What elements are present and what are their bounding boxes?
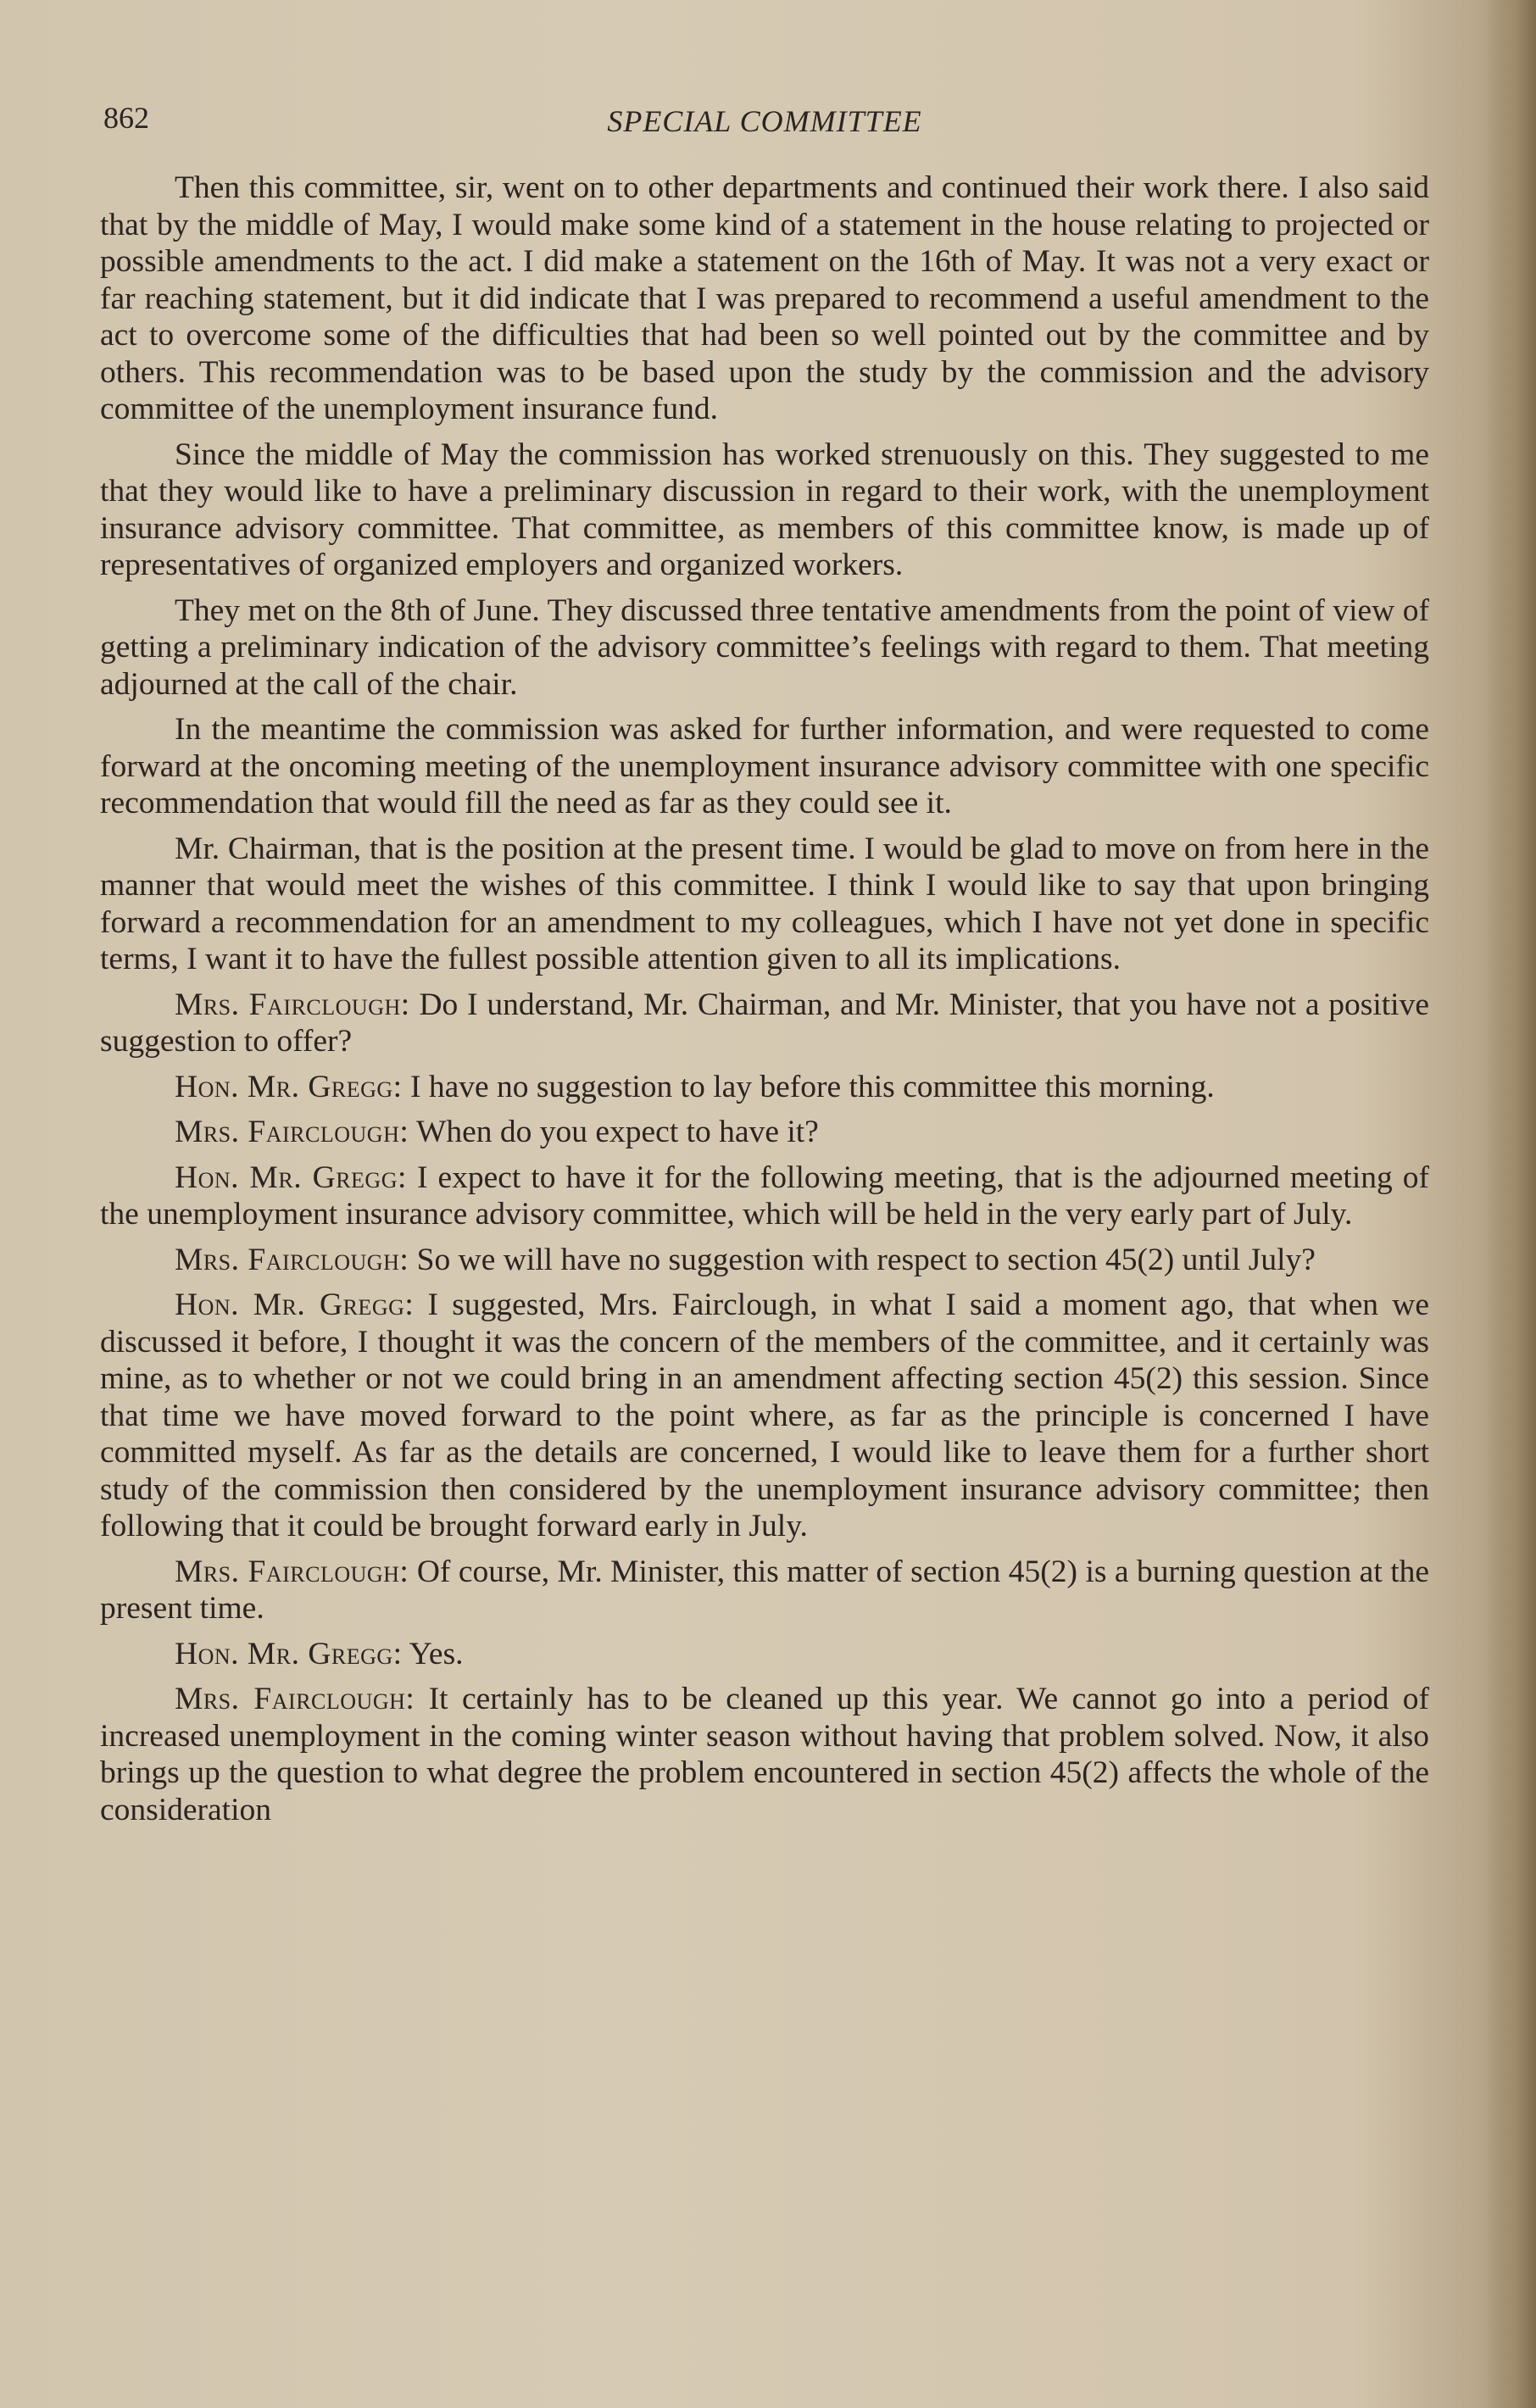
dialogue-paragraph — [100, 1242, 1429, 1279]
dialogue-paragraph — [100, 1114, 1429, 1151]
paragraph-text: I have no suggestion to lay before this committee this morning. — [409, 1069, 1215, 1104]
speaker-name: Mrs. Fairclough: — [175, 1554, 409, 1589]
paragraph-text: Mr. Chairman, that is the position at the present time. I would be glad to move on from here in the manner that would meet the wishes of this committee. I think I would like to say that upon bringing forward a recommendation for an amendment to my colleagues, which I have not yet done in specific terms, I want it to have the fullest possible attention given to all its implications. — [100, 831, 1429, 976]
paragraph-text: So we will have no suggestion with respect to section 45(2) until July? — [416, 1242, 1316, 1277]
dialogue-paragraph — [100, 987, 1429, 1060]
dialogue-paragraph — [100, 1069, 1429, 1106]
running-head: SPECIAL COMMITTEE — [607, 104, 922, 138]
paragraph-text: It certainly has to be cleaned up this year. We cannot go into a period of increased unemployment in the coming winter season without having that problem solved. Now, it also brings up the question to what degree the problem encountered in section 45(2) affects the whole of the consideration — [100, 1682, 1429, 1827]
speaker-name: Mrs. Fairclough: — [175, 987, 410, 1022]
page-edge-shadow — [1485, 0, 1536, 2408]
paragraph-text: When do you expect to have it? — [415, 1115, 819, 1149]
paragraph-text: Then this committee, sir, went on to other departments and continued their work there. I also said that by the middle of May, I would make some kind of a statement in the house relating to projected or possible amendments to the act. I did make a statement on the 16th of May. It was not a very exact or far reaching statement, but it did indicate that I was prepared to recommend a useful amendment to the act to overcome some of the difficulties that had been so well pointed out by the committee and by others. This recommendation was to be based upon the study by the commission and the advisory committee of the unemployment insurance fund. — [100, 170, 1429, 426]
speaker-name: Mrs. Fairclough: — [175, 1115, 409, 1149]
dialogue-paragraph — [100, 1554, 1429, 1627]
speaker-name: Mrs. Fairclough: — [175, 1242, 409, 1277]
paragraph-text: Do I understand, Mr. Chairman, and Mr. Minister, that you have not a positive suggestion to offer? — [100, 987, 1429, 1059]
paragraph-text: They met on the 8th of June. They discussed three tentative amendments from the point of view of getting a preliminary indication of the advisory committee’s feelings with regard to them. That meeting adjourned at the call of the chair. — [100, 592, 1429, 702]
dialogue-paragraph — [100, 1681, 1429, 1828]
paragraph — [100, 170, 1429, 428]
body-text — [100, 170, 1429, 1837]
speaker-name: Hon. Mr. Gregg: — [175, 1636, 403, 1671]
paragraph-text: Since the middle of May the commission has worked strenuously on this. They suggested to me that they would like to have a preliminary discussion in regard to their work, with the unemployment insurance advisory committee. That committee, as members of this committee know, is made up of representatives of organized employers and organized workers. — [100, 437, 1429, 582]
paragraph-text: I suggested, Mrs. Fairclough, in what I said a moment ago, that when we discussed it before, I thought it was the concern of the members of the committee, and it certainly was mine, as to whether or not we could bring in an amendment affecting section 45(2) this session. Since that time we have moved forward to the point where, as far as the principle is concerned I have committed myself. As far as the details are concerned, I would like to leave them for a further short study of the commission then considered by the unemployment insurance advisory committee; then following that it could be brought forward early in July. — [100, 1287, 1430, 1543]
speaker-name: Hon. Mr. Gregg: — [175, 1069, 403, 1104]
paragraph — [100, 437, 1429, 584]
paragraph-text: Yes. — [409, 1636, 464, 1671]
paragraph — [100, 711, 1429, 822]
dialogue-paragraph — [100, 1160, 1429, 1233]
speaker-name: Hon. Mr. Gregg: — [175, 1287, 415, 1322]
paragraph — [100, 592, 1429, 703]
dialogue-paragraph — [100, 1287, 1429, 1545]
page-header — [103, 100, 1426, 151]
speaker-name: Hon. Mr. Gregg: — [175, 1160, 407, 1195]
paragraph — [100, 831, 1429, 978]
page-number: 862 — [103, 101, 149, 135]
paragraph-text: In the meantime the commission was asked for further information, and were requested to come forward at the oncoming meeting of the unemployment insurance advisory committee with one specific recommendation that would fill the need as far as they could see it. — [100, 712, 1429, 820]
paragraph-text: I expect to have it for the following meeting, that is the adjourned meeting of the unemployment insurance advisory committee, which will be held in the very early part of July. — [100, 1160, 1429, 1232]
speaker-name: Mrs. Fairclough: — [175, 1682, 415, 1716]
dialogue-paragraph — [100, 1636, 1429, 1673]
paragraph-text: Of course, Mr. Minister, this matter of section 45(2) is a burning question at the present time. — [100, 1554, 1430, 1626]
